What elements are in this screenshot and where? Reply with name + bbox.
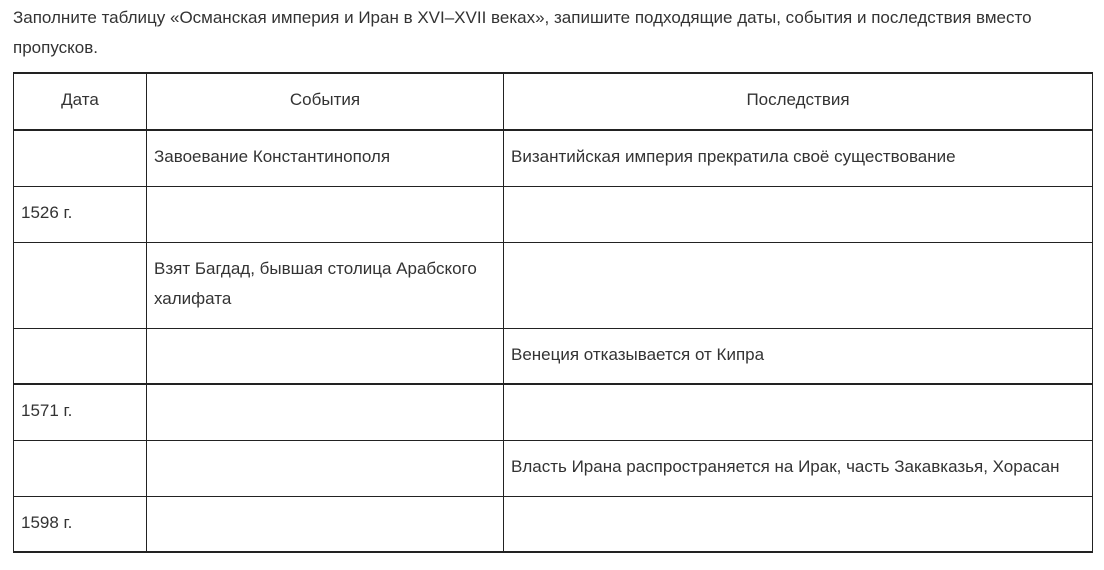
- cell-date: [14, 130, 147, 186]
- cell-date: [14, 242, 147, 328]
- cell-event: [147, 384, 504, 440]
- table-row: [14, 384, 1093, 440]
- table-row: [14, 496, 1093, 552]
- table-row: [14, 328, 1093, 384]
- cell-event: [147, 186, 504, 242]
- table-header-row: [14, 73, 1093, 130]
- cell-result: Власть Ирана распространяется на Ирак, часть Закавказья, Хорасан: [504, 440, 1093, 496]
- instruction-line-2: пропусков.: [13, 38, 98, 57]
- column-header-date: Дата: [14, 73, 147, 130]
- cell-result: [504, 496, 1093, 552]
- history-table: [13, 72, 1093, 553]
- cell-event: [147, 496, 504, 552]
- cell-event: [147, 440, 504, 496]
- cell-result: Венеция отказывается от Кипра: [504, 328, 1093, 384]
- table-row: [14, 440, 1093, 496]
- cell-result: Византийская империя прекратила своё существование: [504, 130, 1093, 186]
- column-header-event: События: [147, 73, 504, 130]
- cell-date: 1571 г.: [14, 384, 147, 440]
- cell-date: [14, 440, 147, 496]
- cell-event: [147, 328, 504, 384]
- table-row: [14, 186, 1093, 242]
- cell-result: [504, 242, 1093, 328]
- cell-event: Взят Багдад, бывшая столица Арабского халифата: [147, 242, 504, 328]
- cell-event: Завоевание Константинополя: [147, 130, 504, 186]
- cell-date: [14, 328, 147, 384]
- table-row: [14, 242, 1093, 328]
- cell-date: 1598 г.: [14, 496, 147, 552]
- task-instruction: [13, 3, 1088, 63]
- instruction-line-1: Заполните таблицу «Османская империя и Иран в XVI–XVII веках», запишите подходящие даты, события и последствия вместо: [13, 8, 1032, 27]
- table-row: [14, 130, 1093, 186]
- cell-result: [504, 384, 1093, 440]
- cell-date: 1526 г.: [14, 186, 147, 242]
- column-header-result: Последствия: [504, 73, 1093, 130]
- cell-result: [504, 186, 1093, 242]
